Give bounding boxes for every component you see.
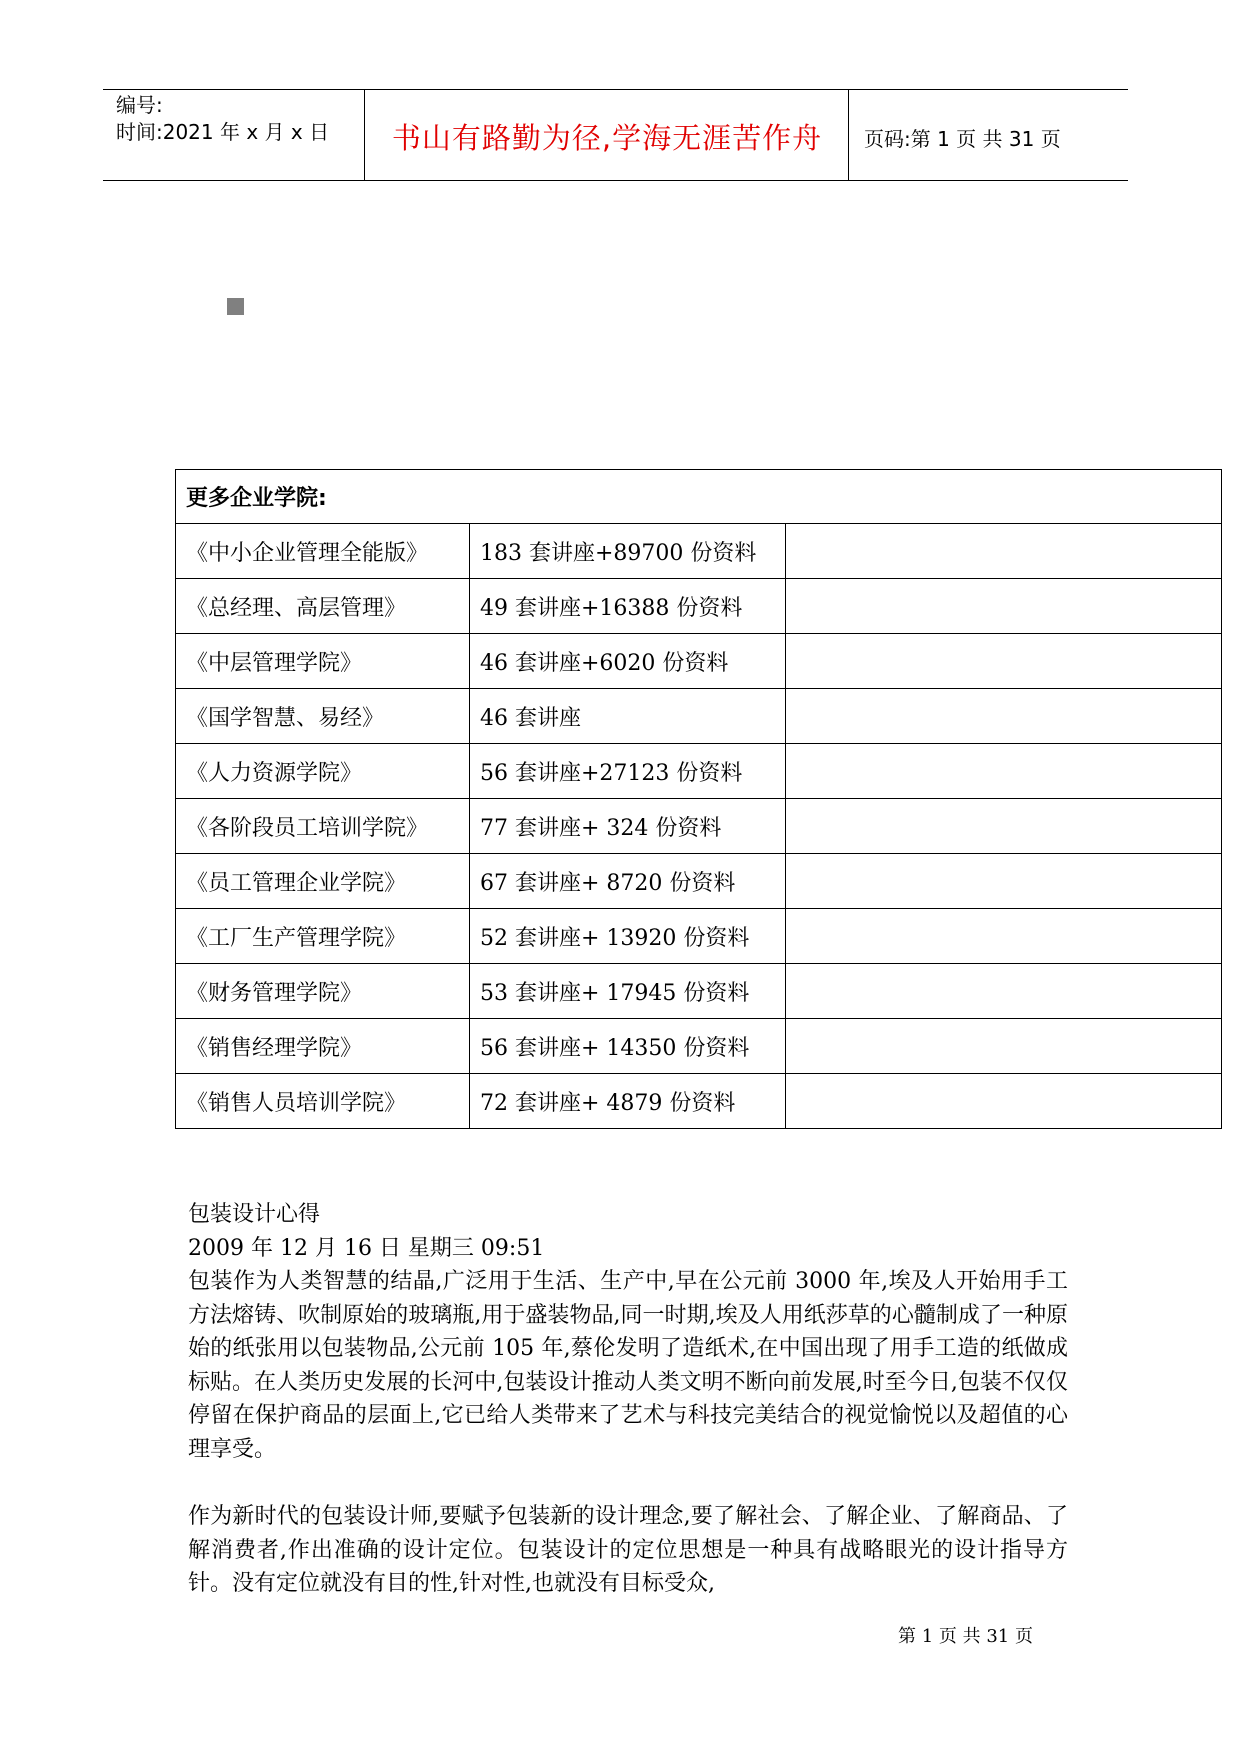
academy-extra-cell: [786, 799, 1222, 854]
page-footer: 第 1 页 共 31 页: [898, 1626, 1033, 1647]
academy-detail-cell: 56 套讲座+27123 份资料: [470, 744, 786, 799]
table-title: 更多企业学院:: [176, 470, 1222, 524]
academy-extra-cell: [786, 1074, 1222, 1129]
academy-detail-cell: 183 套讲座+89700 份资料: [470, 524, 786, 579]
academy-extra-cell: [786, 909, 1222, 964]
academy-name-cell: 《中小企业管理全能版》: [176, 524, 470, 579]
academy-detail-cell: 56 套讲座+ 14350 份资料: [470, 1019, 786, 1074]
academy-name-cell: 《各阶段员工培训学院》: [176, 799, 470, 854]
academy-extra-cell: [786, 689, 1222, 744]
header-motto: 书山有路勤为径,学海无涯苦作舟: [391, 121, 823, 155]
academy-table: [175, 469, 1222, 1129]
table-title-row: [176, 470, 1222, 524]
table-row: [176, 909, 1222, 964]
table-row: [176, 524, 1222, 579]
table-row: [176, 579, 1222, 634]
header-meta: [116, 92, 329, 146]
academy-detail-cell: 72 套讲座+ 4879 份资料: [470, 1074, 786, 1129]
bullet-square-icon: [227, 298, 244, 315]
table-row: [176, 799, 1222, 854]
academy-detail-cell: 77 套讲座+ 324 份资料: [470, 799, 786, 854]
academy-detail-cell: 52 套讲座+ 13920 份资料: [470, 909, 786, 964]
article-paragraph-1: 包装作为人类智慧的结晶,广泛用于生活、生产中,早在公元前 3000 年,埃及人开始用手工方法熔铸、吹制原始的玻璃瓶,用于盛装物品,同一时期,埃及人用纸莎草的心髓制成了一种原始的纸张用以包装物品,公元前 105 年,蔡伦发明了造纸术,在中国出现了用手工造的纸做成标贴。在人类历史发展的长河中,包装设计推动人类文明不断向前发展,时至今日,包装不仅仅停留在保护商品的层面上,它已给人类带来了艺术与科技完美结合的视觉愉悦以及超值的心理享受。: [188, 1269, 1068, 1462]
header-top-rule: [103, 89, 1128, 90]
table-row: [176, 1019, 1222, 1074]
article: [188, 1198, 1068, 1601]
academy-name-cell: 《工厂生产管理学院》: [176, 909, 470, 964]
academy-name-cell: 《销售人员培训学院》: [176, 1074, 470, 1129]
table-row: [176, 744, 1222, 799]
academy-detail-cell: 49 套讲座+16388 份资料: [470, 579, 786, 634]
academy-name-cell: 《国学智慧、易经》: [176, 689, 470, 744]
table-row: [176, 634, 1222, 689]
academy-name-cell: 《中层管理学院》: [176, 634, 470, 689]
table-row: [176, 854, 1222, 909]
academy-extra-cell: [786, 854, 1222, 909]
header-page-label: 页码:第 1 页 共 31 页: [864, 127, 1061, 151]
time-label: 时间:2021 年 x 月 x 日: [116, 120, 330, 144]
academy-extra-cell: [786, 964, 1222, 1019]
academy-detail-cell: 46 套讲座: [470, 689, 786, 744]
article-paragraph-2: 作为新时代的包装设计师,要赋予包装新的设计理念,要了解社会、了解企业、了解商品、了解消费者,作出准确的设计定位。包装设计的定位思想是一种具有战略眼光的设计指导方针。没有定位就没有目的性,针对性,也就没有目标受众,: [188, 1504, 1068, 1596]
academy-name-cell: 《财务管理学院》: [176, 964, 470, 1019]
article-title: 包装设计心得: [188, 1202, 321, 1227]
article-date: 2009 年 12 月 16 日 星期三 09:51: [188, 1235, 545, 1261]
paragraph-gap: [188, 1466, 1068, 1500]
academy-extra-cell: [786, 524, 1222, 579]
academy-name-cell: 《销售经理学院》: [176, 1019, 470, 1074]
academy-name-cell: 《员工管理企业学院》: [176, 854, 470, 909]
academy-extra-cell: [786, 634, 1222, 689]
academy-name-cell: 《人力资源学院》: [176, 744, 470, 799]
header-divider-left: [364, 89, 365, 181]
academy-extra-cell: [786, 744, 1222, 799]
header-divider-right: [848, 89, 849, 181]
serial-label: 编号:: [116, 93, 163, 117]
academy-extra-cell: [786, 1019, 1222, 1074]
header-bottom-rule: [103, 180, 1128, 181]
academy-name-cell: 《总经理、高层管理》: [176, 579, 470, 634]
table-row: [176, 964, 1222, 1019]
academy-detail-cell: 46 套讲座+6020 份资料: [470, 634, 786, 689]
academy-extra-cell: [786, 579, 1222, 634]
table-row: [176, 1074, 1222, 1129]
table-row: [176, 689, 1222, 744]
academy-detail-cell: 67 套讲座+ 8720 份资料: [470, 854, 786, 909]
academy-detail-cell: 53 套讲座+ 17945 份资料: [470, 964, 786, 1019]
